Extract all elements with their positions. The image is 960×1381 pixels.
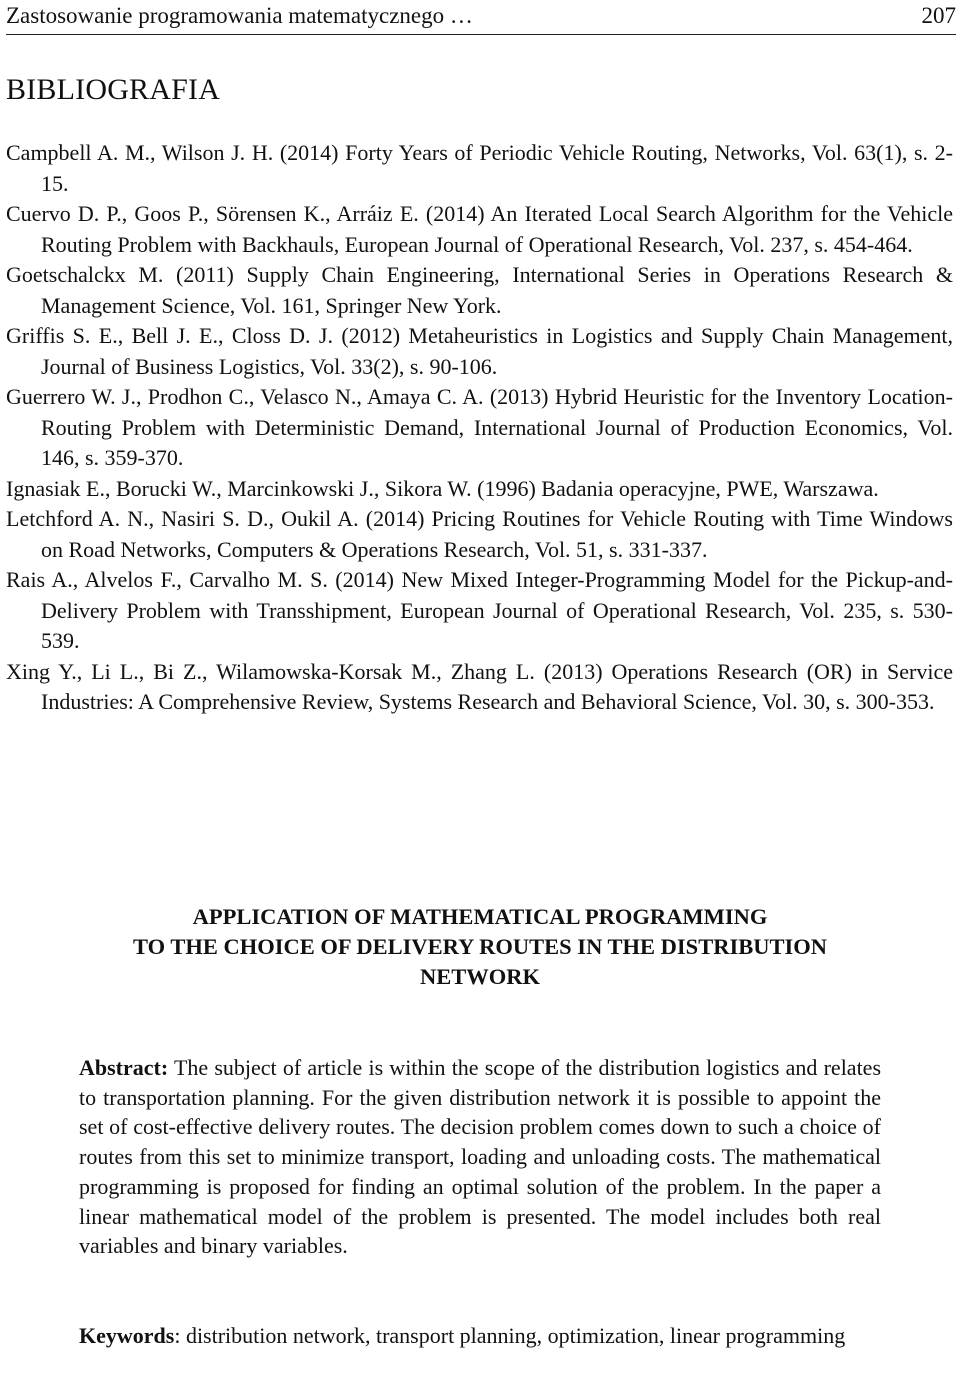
keywords-paragraph	[79, 1321, 881, 1351]
reference-entry: Guerrero W. J., Prodhon C., Velasco N., Amaya C. A. (2013) Hybrid Heuristic for the Inventory Location-Routing Problem with Deterministic Demand, International Journal of Production Economics, Vol. 146, s. 359-370.	[6, 384, 953, 470]
reference-entry: Xing Y., Li L., Bi Z., Wilamowska-Korsak M., Zhang L. (2013) Operations Research (OR) in Service Industries: A Comprehensive Review, Systems Research and Behavioral Science, Vol. 30, s. 300-353.	[6, 658, 953, 714]
reference-entry: Griffis S. E., Bell J. E., Closs D. J. (2012) Metaheuristics in Logistics and Supply Chain Management, Journal of Business Logistics, Vol. 33(2), s. 90-106.	[6, 323, 953, 379]
reference-entry: Campbell A. M., Wilson J. H. (2014) Forty Years of Periodic Vehicle Routing, Networks, Vol. 63(1), s. 2-15.	[6, 140, 953, 196]
article-title-line: NETWORK	[419, 964, 540, 989]
running-title: Zastosowanie programowania matematycznego …	[6, 3, 473, 28]
keywords-label: Keywords	[79, 1323, 175, 1348]
reference-entry: Rais A., Alvelos F., Carvalho M. S. (2014) New Mixed Integer-Programming Model for the Pickup-and-Delivery Problem with Transshipment, European Journal of Operational Research, Vol. 235, s. 530-539.	[6, 567, 953, 653]
reference-entry: Letchford A. N., Nasiri S. D., Oukil A. (2014) Pricing Routines for Vehicle Routing with Time Windows on Road Networks, Computers & Operations Research, Vol. 51, s. 331-337.	[6, 506, 953, 562]
article-title-line: TO THE CHOICE OF DELIVERY ROUTES IN THE DISTRIBUTION	[133, 934, 827, 959]
running-header	[6, 0, 956, 35]
reference-entry: Ignasiak E., Borucki W., Marcinkowski J., Sikora W. (1996) Badania operacyjne, PWE, Warszawa.	[6, 475, 879, 501]
reference-entry: Cuervo D. P., Goos P., Sörensen K., Arráiz E. (2014) An Iterated Local Search Algorithm for the Vehicle Routing Problem with Backhauls, European Journal of Operational Research, Vol. 237, s. 454-464.	[6, 201, 953, 257]
bibliography-list	[6, 138, 953, 718]
reference-entry: Goetschalckx M. (2011) Supply Chain Engineering, International Series in Operations Research & Management Science, Vol. 161, Springer New York.	[6, 262, 953, 318]
bibliography-heading: BIBLIOGRAFIA	[6, 73, 221, 106]
keywords-text: : distribution network, transport planning, optimization, linear programming	[174, 1323, 846, 1348]
abstract-label: Abstract:	[79, 1055, 169, 1080]
article-title	[0, 902, 960, 992]
abstract-text: The subject of article is within the scope of the distribution logistics and relates to transportation planning. For the given distribution network it is possible to appoint the set of cost-effective delivery routes. The decision problem comes down to such a choice of routes from this set to minimize transport, loading and unloading costs. The mathematical programming is proposed for finding an optimal solution of the problem. In the paper a linear mathematical model of the problem is presented. The model includes both real variables and binary variables.	[79, 1055, 882, 1259]
abstract-paragraph	[79, 1053, 881, 1261]
article-title-line: APPLICATION OF MATHEMATICAL PROGRAMMING	[192, 904, 768, 929]
page-number: 207	[921, 3, 956, 28]
